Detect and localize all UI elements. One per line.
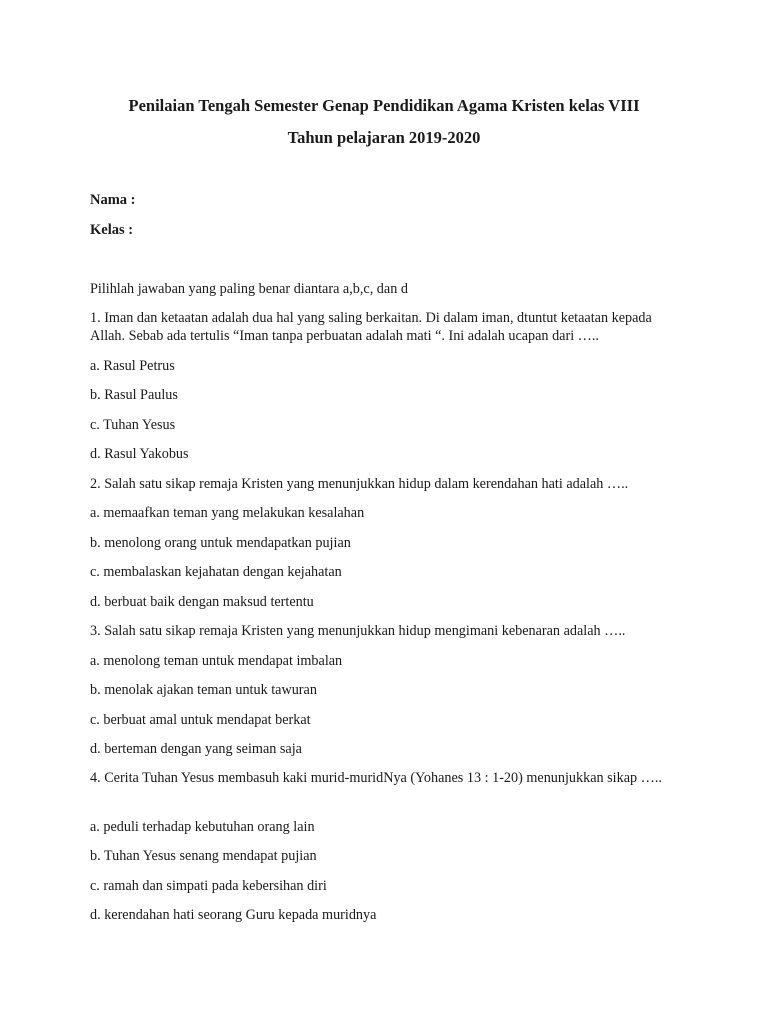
question-2-option-d: d. berbuat baik dengan maksud tertentu [90, 594, 314, 610]
document-subtitle: Tahun pelajaran 2019-2020 [287, 128, 481, 147]
question-3-option-a: a. menolong teman untuk mendapat imbalan [90, 653, 343, 669]
question-4-text: 4. Cerita Tuhan Yesus membasuh kaki murid-muridNya (Yohanes 13 : 1-20) menunjukkan sikap ….. [90, 770, 662, 786]
question-2-option-c: c. membalaskan kejahatan dengan kejahatan [90, 564, 342, 580]
question-1-option-c: c. Tuhan Yesus [90, 417, 176, 433]
question-4-option-a: a. peduli terhadap kebutuhan orang lain [90, 819, 315, 835]
question-2-text: 2. Salah satu sikap remaja Kristen yang menunjukkan hidup dalam kerendahan hati adalah ….. [90, 476, 629, 492]
question-3-option-b: b. menolak ajakan teman untuk tawuran [90, 682, 317, 698]
question-1-option-d: d. Rasul Yakobus [90, 446, 189, 462]
question-3-option-c: c. berbuat amal untuk mendapat berkat [90, 712, 311, 728]
instruction-text: Pilihlah jawaban yang paling benar diantara a,b,c, dan d [90, 281, 408, 297]
question-1-option-b: b. Rasul Paulus [90, 387, 178, 403]
question-1-text: 1. Iman dan ketaatan adalah dua hal yang saling berkaitan. Di dalam iman, dtuntut ketaatan kepada Allah. Sebab ada tertulis “Iman tanpa perbuatan adalah mati “. Ini adalah ucapan dari ….. [90, 310, 652, 344]
name-label: Nama : [90, 192, 136, 208]
class-label: Kelas : [90, 222, 134, 238]
question-2-option-a: a. memaafkan teman yang melakukan kesalahan [90, 505, 365, 521]
question-1-option-a: a. Rasul Petrus [90, 358, 175, 374]
question-4-option-d: d. kerendahan hati seorang Guru kepada muridnya [90, 907, 377, 923]
question-3-text: 3. Salah satu sikap remaja Kristen yang menunjukkan hidup mengimani kebenaran adalah ….. [90, 623, 626, 639]
document-title: Penilaian Tengah Semester Genap Pendidikan Agama Kristen kelas VIII [128, 96, 640, 115]
question-4-option-b: b. Tuhan Yesus senang mendapat pujian [90, 848, 317, 864]
question-4-option-c: c. ramah dan simpati pada kebersihan diri [90, 878, 327, 894]
question-3-option-d: d. berteman dengan yang seiman saja [90, 741, 302, 757]
question-2-option-b: b. menolong orang untuk mendapatkan pujian [90, 535, 351, 551]
